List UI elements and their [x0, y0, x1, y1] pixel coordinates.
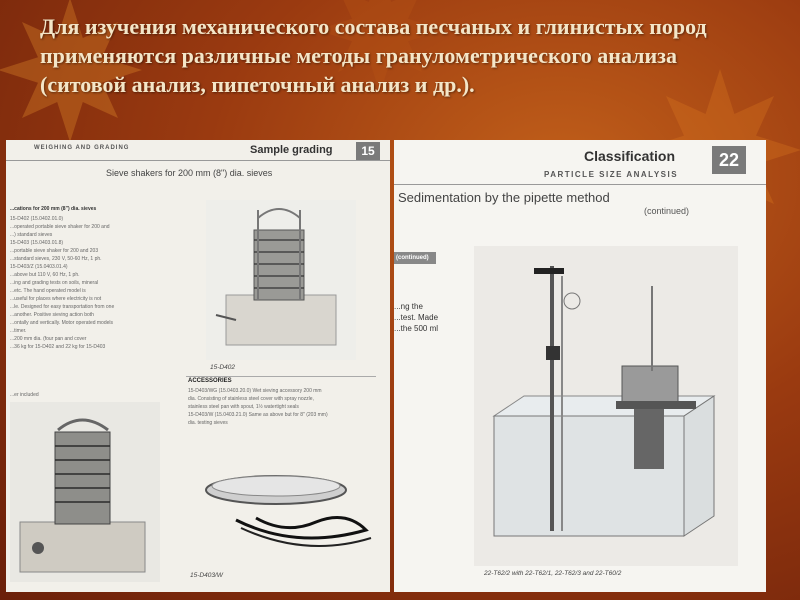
text-line: ...the 500 ml — [394, 324, 439, 333]
page-header-title: Classification — [584, 148, 676, 164]
text-line: ...standard sieves, 230 V, 50-60 Hz, 1 ph. — [10, 256, 102, 262]
text-line: 15-D402 (15.0402.01.0) — [10, 216, 64, 222]
accessories-heading: ACCESSORIES — [188, 378, 232, 384]
text-line: ...etc. The hand operated model is — [10, 288, 86, 294]
divider — [186, 376, 376, 377]
text-line: ...36 kg for 15-D402 and 22 kg for 15-D403 — [10, 344, 106, 350]
continued-tag: (continued) — [394, 252, 436, 264]
section-label: PARTICLE SIZE ANALYSIS — [544, 170, 679, 179]
text-line: ...ing and grading tests on soils, mineral — [10, 280, 99, 286]
section-subtitle: (continued) — [644, 206, 690, 216]
photo-caption: 15-D402 — [210, 364, 235, 371]
text-line: ...above but 110 V, 60 Hz, 1 ph. — [10, 272, 80, 278]
text-line: ...test. Made — [394, 313, 439, 322]
slide-title: Для изучения механического состава песчаных и глинистых пород применяются различные методы гранулометрического анализа (ситовой анализ, пипеточный анализ и др.). — [40, 14, 707, 97]
text-line: ...operated portable sieve shaker for 200 and — [10, 224, 110, 230]
text-line: dia. testing sieves — [188, 420, 228, 426]
text-line: 15-D403/Z (15.0403.01.4) — [10, 264, 68, 270]
page-number-badge: 22 — [712, 146, 746, 174]
text-line: ...portable sieve shaker for 200 and 203 — [10, 248, 99, 254]
page-header-title: Sample grading — [250, 144, 333, 156]
text-line: ...) standard sieves — [10, 232, 53, 238]
photo-label: ...er included — [10, 392, 39, 398]
section-label: WEIGHING AND GRADING — [34, 145, 130, 151]
text-line: ...ontally and vertically. Motor operated models — [10, 320, 114, 326]
section-title: Sedimentation by the pipette method — [398, 190, 610, 205]
text-line: ...timer. — [10, 328, 27, 334]
catalog-page-sample-grading — [6, 140, 390, 592]
text-line: 15-D403/W (15.0403.21.0) Same as above but for 8" (203 mm) — [188, 412, 328, 418]
text-line: ...another. Positive sieving action both — [10, 312, 94, 318]
text-line: ...le. Designed for easy transportation from one — [10, 304, 115, 310]
page-subtitle: Sieve shakers for 200 mm (8") dia. sieves — [106, 168, 273, 178]
text-line: ...200 mm dia. (four pan and cover — [10, 336, 87, 342]
sieve-shaker-photo — [206, 200, 356, 360]
wet-sieving-accessory-photo — [196, 450, 376, 560]
text-line: dia. Consisting of stainless steel cover with spray nozzle, — [188, 396, 314, 402]
text-line: ...useful for places where electricity is not — [10, 296, 102, 302]
catalog-page-classification — [394, 140, 766, 592]
photo-caption: 15-D403/W — [190, 572, 223, 579]
page-number-badge: 15 — [356, 142, 380, 160]
divider — [394, 184, 766, 185]
specs-heading: ...cations for 200 mm (8") dia. sieves — [10, 206, 97, 212]
text-line: 15-D403/WG (15.0403.20.0) Wet sieving accessory 200 mm — [188, 388, 322, 394]
text-line: 15-D403 (15.0403.01.8) — [10, 240, 64, 246]
photo-caption: 22-T62/2 with 22-T62/1, 22-T62/3 and 22-T60/2 — [484, 570, 622, 577]
text-line: stainless steel pan with spout, 1½ watertight seals — [188, 404, 299, 410]
motor-sieve-shaker-photo — [10, 402, 160, 582]
pipette-apparatus-photo — [474, 246, 738, 566]
text-line: ...ng the — [394, 302, 423, 311]
